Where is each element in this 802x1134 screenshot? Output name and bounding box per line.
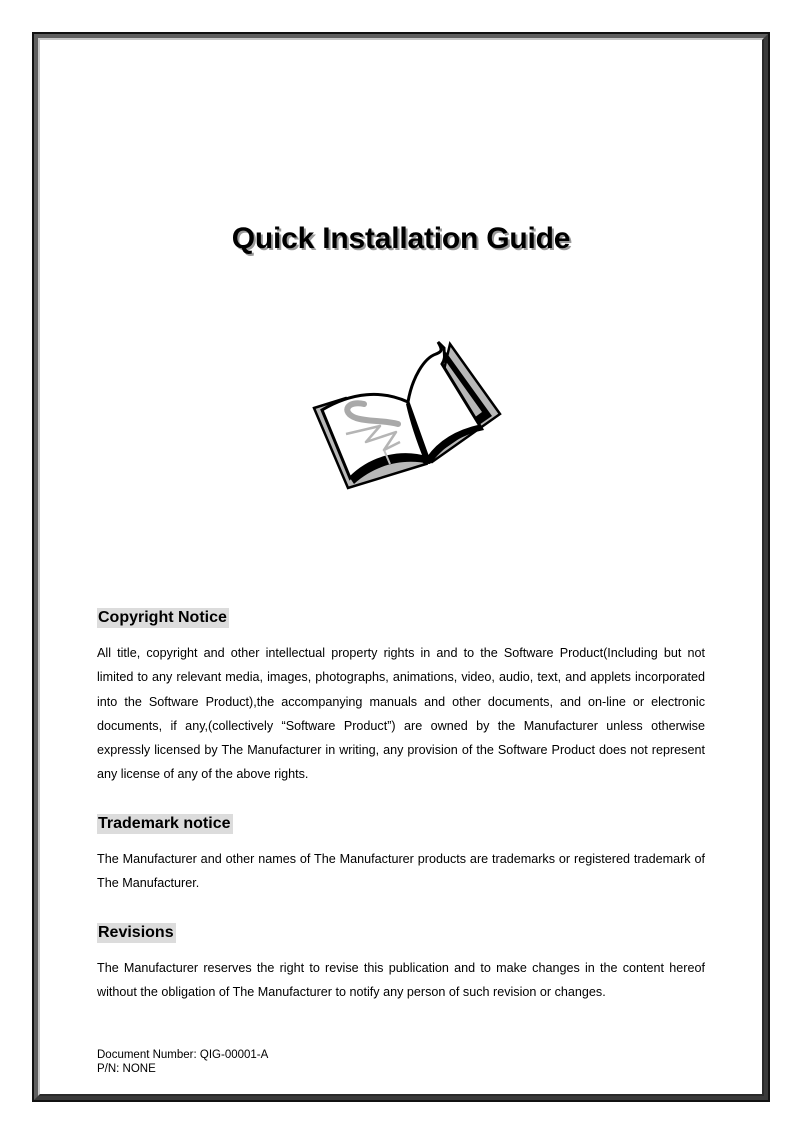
revisions-heading: Revisions [98, 924, 174, 941]
page-title: Quick Installation Guide [231, 222, 571, 255]
document-footer [97, 1048, 268, 1076]
trademark-notice-text: The Manufacturer and other names of The Manufacturer products are trademarks or registered trademark of The Manufacturer. [97, 852, 705, 891]
open-book-icon [312, 338, 504, 490]
copyright-notice-text: All title, copyright and other intellectual property rights in and to the Software Product(Including but not limited to any relevant media, images, photographs, animations, video, audio, text, and applets incorporated into the Software Product),the accompanying manuals and other documents, and on-line or electronic documents, if any,(collectively “Software Product”) are owned by the Manufacturer unless otherwise expressly licensed by The Manufacturer in writing, any provision of the Software Product does not represent any license of any of the above rights. [97, 646, 705, 782]
trademark-notice-heading: Trademark notice [98, 815, 231, 832]
copyright-notice-heading: Copyright Notice [98, 609, 227, 626]
part-number: P/N: NONE [97, 1063, 156, 1075]
revisions-text: The Manufacturer reserves the right to revise this publication and to make changes in the content hereof without the obligation of The Manufacturer to notify any person of such revision or changes. [97, 961, 705, 1000]
document-number: Document Number: QIG-00001-A [97, 1049, 269, 1061]
